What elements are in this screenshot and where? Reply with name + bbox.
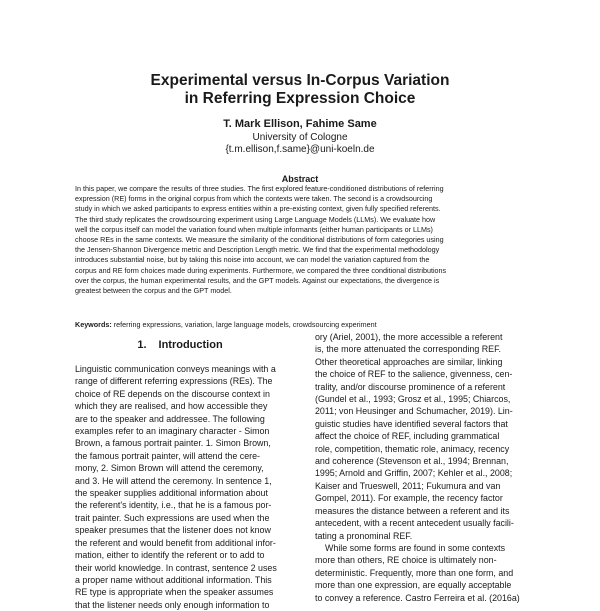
body-line: more than others, RE choice is ultimately non- xyxy=(315,555,497,566)
body-line: Brown, a famous portrait painter. 1. Simon Brown, xyxy=(75,438,271,449)
body-line: the referent and would benefit from additional infor- xyxy=(75,537,276,548)
keywords-label: Keywords: xyxy=(75,320,112,329)
body-line: ory (Ariel, 2001), the more accessible a referent xyxy=(315,332,503,342)
body-line: trait painter. Such expressions are used when the xyxy=(75,512,270,523)
right-column-text xyxy=(315,331,527,604)
author-email: {t.m.ellison,f.same}@uni-koeln.de xyxy=(225,144,375,155)
body-line: tating a pronominal REF. xyxy=(315,530,413,541)
body-line: Kaiser and Trueswell, 2011; Fukumura and van xyxy=(315,480,501,491)
abstract-body xyxy=(75,184,527,296)
body-line: which they are realised, and how accessible they xyxy=(75,401,268,412)
body-line: 2011; von Heusinger and Schumacher, 2019). Lin- xyxy=(315,406,513,417)
body-line: affect the choice of REF, including grammatical xyxy=(315,431,500,442)
body-line: their world knowledge. In contrast, sentence 2 uses xyxy=(75,562,277,573)
body-line: mation, either to identify the referent or to add to xyxy=(75,550,265,561)
body-line: examples refer to an imaginary character - Simon xyxy=(75,426,270,437)
title-line-2: in Referring Expression Choice xyxy=(184,90,416,107)
abstract-line: study in which we asked participants to express entities within a pre-existing context, given fully specified referents. xyxy=(75,204,441,214)
body-line: Linguistic communication conveys meanings with a xyxy=(75,364,276,374)
body-line: (Gundel et al., 1993; Grosz et al., 1995; Chiarcos, xyxy=(315,394,511,405)
body-line: the referent's identity, i.e., that he is a famous por- xyxy=(75,500,272,511)
body-line: and 3. He will attend the ceremony. In sentence 1, xyxy=(75,475,272,486)
paper-title xyxy=(0,72,600,108)
author-names: T. Mark Ellison, Fahime Same xyxy=(223,118,377,130)
body-line: measures the distance between a referent and its xyxy=(315,505,510,516)
body-line: trality, and/or discourse prominence of a referent xyxy=(315,381,506,392)
body-line: RE type is appropriate when the speaker assumes xyxy=(75,587,274,598)
abstract-heading: Abstract xyxy=(281,174,319,184)
title-line-1: Experimental versus In-Corpus Variation xyxy=(150,72,450,89)
body-line: to convey a reference. Castro Ferreira et al. (2016a) xyxy=(315,592,520,603)
abstract-line: introduces substantial noise, but by taking this noise into account, we can model the variation captured from the xyxy=(75,255,430,265)
body-line: the speaker supplies additional information about xyxy=(75,488,268,499)
body-line: Gompel, 2011). For example, the recency factor xyxy=(315,493,503,504)
body-line: the famous portrait painter, will attend the cere- xyxy=(75,450,260,461)
section-title: Introduction xyxy=(158,339,223,351)
body-line: mony, 2. Simon Brown will attend the ceremony, xyxy=(75,463,264,474)
body-line: 1995; Arnold and Griffin, 2007; Kehler et al., 2008; xyxy=(315,468,513,479)
body-line: guistic studies have identified several factors that xyxy=(315,418,508,429)
keywords-text: referring expressions, variation, large language models, crowdsourcing experiment xyxy=(113,320,377,329)
body-line: and coherence (Stevenson et al., 1994; Brennan, xyxy=(315,456,509,467)
body-line: are to the speaker and addressee. The following xyxy=(75,413,265,424)
abstract-line: well the corpus itself can model the variation found when multiple informants (either human participants or LLMs) xyxy=(75,224,433,234)
section-heading-introduction xyxy=(75,339,285,352)
abstract-line: The third study replicates the crowdsourcing experiment using Large Language Models (LLMs). We evaluate how xyxy=(75,214,436,224)
abstract-line: greatest between the corpus and the GPT model. xyxy=(75,286,232,296)
left-column-text xyxy=(75,363,285,611)
body-line: more than one expression, are equally acceptable xyxy=(315,580,512,591)
body-line: role, competition, thematic role, animacy, recency xyxy=(315,443,510,454)
body-line: is, the more attenuated the corresponding REF. xyxy=(315,344,501,355)
body-line: antecedent, with a recent antecedent usually facili- xyxy=(315,518,514,529)
institution: University of Cologne xyxy=(252,132,348,143)
keywords xyxy=(75,320,527,330)
body-line: While some forms are found in some contexts xyxy=(325,542,506,553)
body-line: Other theoretical approaches are similar, linking xyxy=(315,356,503,367)
abstract-line: choose REs in the same contexts. We measure the similarity of the conditional distributions of form categories using xyxy=(75,235,444,245)
body-line: choice of RE depends on the discourse context in xyxy=(75,388,270,399)
section-number: 1. xyxy=(137,339,147,351)
body-line: that the listener needs only enough information to xyxy=(75,599,270,610)
body-line: the choice of REF to the salience, givenness, cen- xyxy=(315,369,513,380)
body-line: range of different referring expressions (REs). The xyxy=(75,376,273,387)
body-line: a proper name without additional information. This xyxy=(75,574,272,585)
abstract-line: the Jensen-Shannon Divergence metric and Description Length metric. We find that the experimental methodology xyxy=(75,245,440,255)
abstract-line: over the corpus, the human experimental results, and the GPT models. Against our expectations, the divergence is xyxy=(75,275,440,285)
abstract-line: In this paper, we compare the results of three studies. The first explored feature-conditioned distributions of referring xyxy=(75,184,444,193)
body-line: deterministic. Frequently, more than one form, and xyxy=(315,567,514,578)
author-affiliation xyxy=(0,132,600,156)
body-line: speaker presumes that the listener does not know xyxy=(75,525,271,536)
abstract-line: corpus and RE form choices made during experiments. Furthermore, we compared the three conditional distributions xyxy=(75,265,447,275)
abstract-line: expression (RE) forms in the original corpus from which the contexts were taken. The second is a crowdsourcing xyxy=(75,194,433,204)
